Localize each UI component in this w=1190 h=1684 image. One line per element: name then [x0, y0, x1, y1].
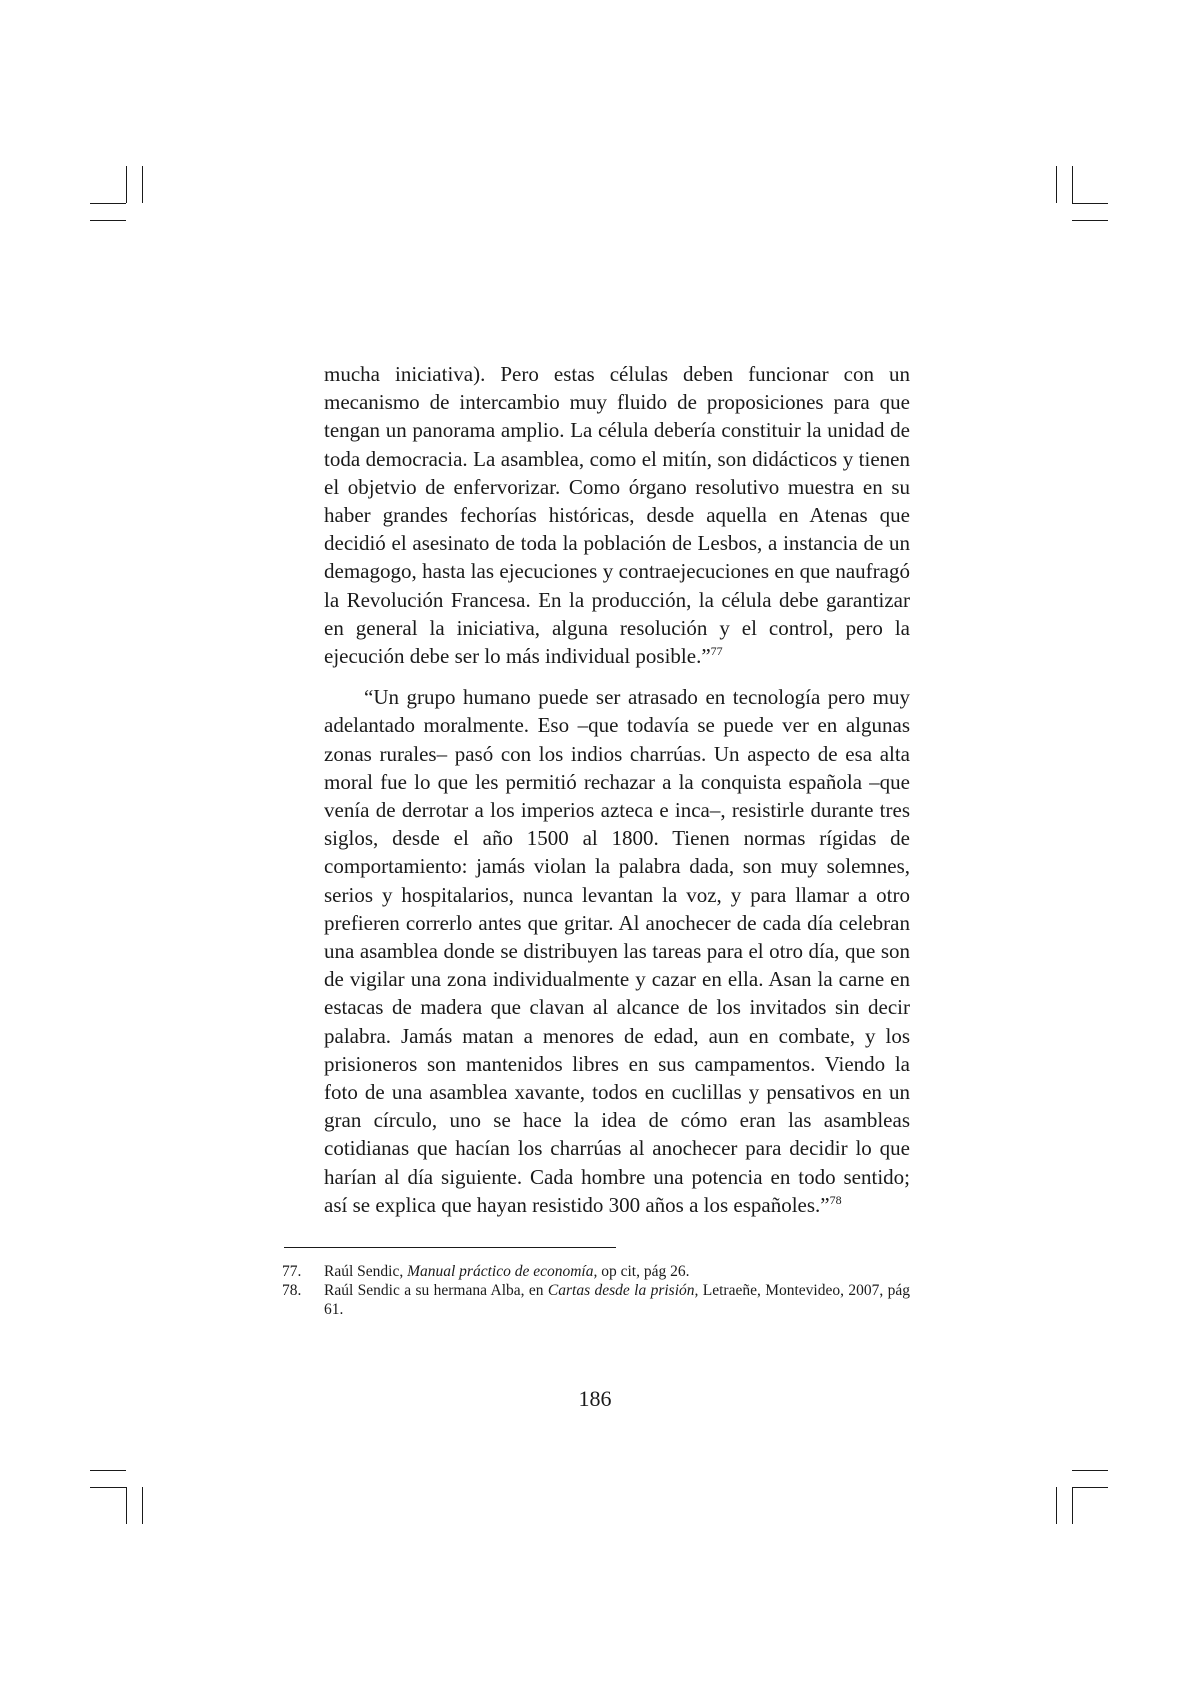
crop-mark-top-right-horizontal	[1072, 203, 1108, 204]
crop-mark-top-right-vertical	[1072, 166, 1073, 203]
crop-mark-bottom-right-vertical-2	[1056, 1487, 1057, 1524]
footnote-separator	[284, 1247, 616, 1248]
crop-mark-top-right-vertical-2	[1056, 166, 1057, 203]
crop-mark-top-left-vertical-2	[142, 166, 143, 203]
crop-mark-bottom-right-vertical	[1072, 1487, 1073, 1524]
crop-mark-bottom-left-bleed	[90, 1470, 126, 1471]
crop-mark-bottom-left-horizontal	[90, 1487, 126, 1488]
crop-mark-bottom-left-vertical	[126, 1487, 127, 1524]
footnote-text-after: op cit, pág 26.	[597, 1263, 690, 1280]
paragraph-text: “Un grupo humano puede ser atrasado en tecnología pero muy adelantado moralmente. Eso –que todavía se puede ver en algunas zonas rurales– pasó con los indios charrúas. Un aspecto de esa alta moral fue lo que les permitió rechazar a la conquista española –que venía de derrotar a los imperios azteca e inca–, resistirle durante tres siglos, desde el año 1500 al 1800. Tienen normas rígidas de comportamiento: jamás violan la palabra dada, son muy solemnes, serios y hospitalarios, nunca levantan la voz, y para llamar a otro prefieren correrlo antes que gritar. Al anochecer de cada día celebran una asamblea donde se distribuyen las tareas para el otro día, que son de vigilar una zona individualmente y cazar en ella. Asan la carne en estacas de madera que clavan al alcance de los invitados sin decir palabra. Jamás matan a menores de edad, aun en combate, y los prisioneros son mantenidos libres en sus campamentos. Viendo la foto de una asamblea xavante, todos en cuclillas y pensativos en un gran círculo, uno se hace la idea de cómo eran las asambleas cotidianas que hacían los charrúas al anochecer para decidir lo que harían al día siguiente. Cada hombre una potencia en todo sentido; así se explica que hayan resistido 300 años a los españoles.”	[324, 685, 910, 1217]
footnote	[282, 1281, 910, 1319]
footnote-text	[324, 1281, 910, 1319]
crop-mark-top-left-horizontal	[90, 203, 126, 204]
footnote-book-title: Cartas desde la prisión,	[547, 1282, 699, 1299]
footnote-text-before: Raúl Sendic,	[324, 1263, 408, 1280]
footnote-reference: 77	[710, 644, 723, 659]
footnote-number: 77.	[282, 1263, 302, 1280]
footnote-text-after: Letraeñe, Montevideo, 2007, pág 61.	[324, 1282, 910, 1318]
footnotes	[282, 1262, 910, 1319]
crop-mark-top-left-bleed	[90, 220, 126, 221]
paragraph	[324, 360, 910, 670]
footnote-text-before: Raúl Sendic a su hermana Alba, en	[324, 1282, 548, 1299]
paragraph-text: mucha iniciativa). Pero estas células deben funcionar con un mecanismo de intercambio muy fluido de proposiciones para que tengan un panorama amplio. La célula debería constituir la unidad de toda democracia. La asamblea, como el mitín, son didácticos y tienen el objetvio de enfervorizar. Como órgano resolutivo muestra en su haber grandes fechorías históricas, desde aquella en Atenas que decidió el asesinato de toda la población de Lesbos, a instancia de un demagogo, hasta las ejecuciones y contraejecuciones en que naufragó la Revolución Francesa. En la producción, la célula debe garantizar en general la iniciativa, alguna resolución y el control, pero la ejecución debe ser lo más individual posible.”	[324, 362, 910, 669]
footnote-reference: 78	[829, 1192, 842, 1207]
footnote	[282, 1262, 910, 1281]
crop-mark-bottom-right-horizontal	[1072, 1487, 1108, 1488]
crop-mark-bottom-right-bleed	[1072, 1470, 1108, 1471]
crop-mark-top-left-vertical	[126, 166, 127, 203]
page-number: 186	[578, 1386, 612, 1411]
paragraph	[324, 683, 910, 1219]
footnote-book-title: Manual práctico de economía,	[407, 1263, 598, 1280]
footnote-text	[324, 1262, 910, 1281]
crop-mark-top-right-bleed	[1072, 220, 1108, 221]
crop-mark-bottom-left-vertical-2	[142, 1487, 143, 1524]
footnote-number: 78.	[282, 1282, 302, 1299]
body-text	[324, 360, 910, 1219]
